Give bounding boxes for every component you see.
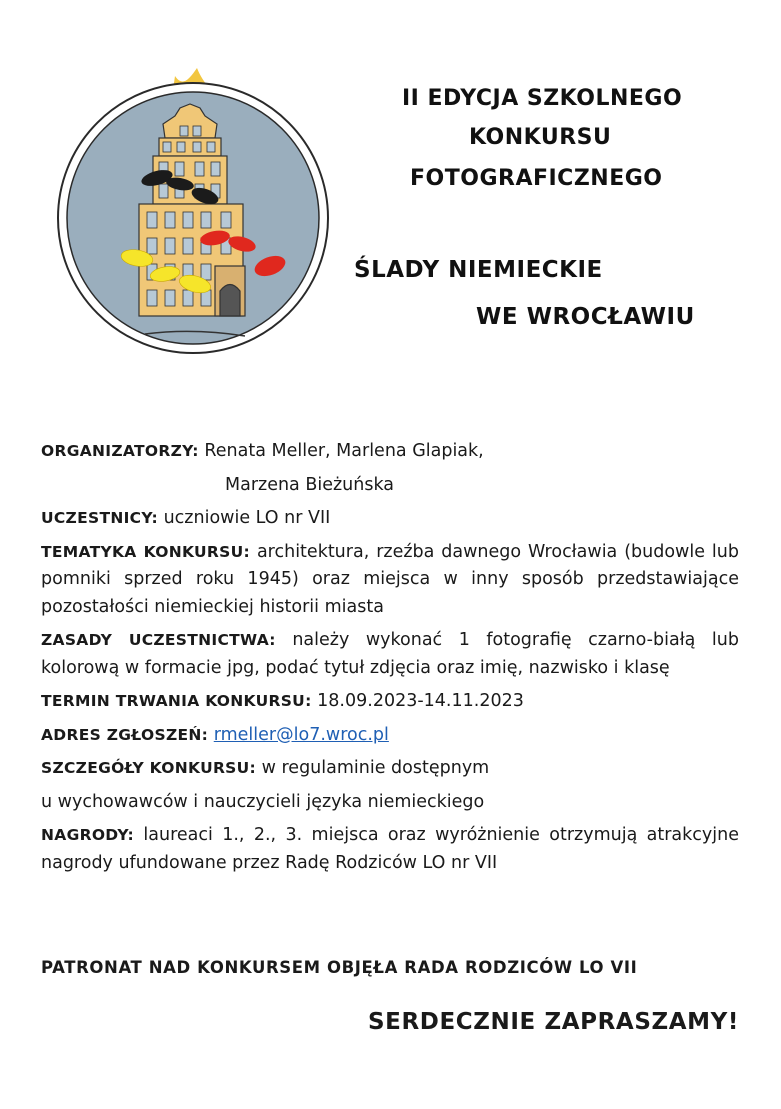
header-line-1: II EDYCJA SZKOLNEGO — [402, 86, 683, 111]
organizers-continued: Marzena Bieżuńska — [225, 474, 395, 495]
invitation: SERDECZNIE ZAPRASZAMY! — [368, 1009, 739, 1035]
contest-title-2: WE WROCŁAWIU — [476, 304, 695, 330]
organizers: ORGANIZATORZY: Renata Meller, Marlena Glapiak, — [41, 441, 484, 461]
contest-details — [41, 438, 739, 883]
details: SZCZEGÓŁY KONKURSU: w regulaminie dostępnym — [41, 758, 490, 778]
rules: ZASADY UCZESTNICTWA: należy wykonać 1 fotografię czarno-białą lub kolorową w formacie jpg, podać tytuł zdjęcia oraz imię, nazwisko i klasę — [41, 630, 739, 678]
building-with-footprints-icon — [55, 66, 333, 358]
duration: TERMIN TRWANIA KONKURSU: 18.09.2023-14.11.2023 — [41, 691, 524, 711]
header-line-3: FOTOGRAFICZNEGO — [410, 166, 663, 191]
prizes: NAGRODY: laureaci 1., 2., 3. miejsca oraz wyróżnienie otrzymują atrakcyjne nagrody ufundowane przez Radę Rodziców LO nr VII — [41, 825, 739, 873]
address: ADRES ZGŁOSZEŃ: rmeller@lo7.wroc.pl — [41, 724, 389, 745]
participants: UCZESTNICY: uczniowie LO nr VII — [41, 508, 331, 528]
contest-title-1: ŚLADY NIEMIECKIE — [354, 257, 603, 283]
details-continued: u wychowawców i nauczycieli języka niemieckiego — [41, 791, 485, 812]
theme: TEMATYKA KONKURSU: architektura, rzeźba dawnego Wrocławia (budowle lub pomniki sprzed roku 1945) oraz miejsca w inny sposób przedstawiające pozostałości niemieckiej historii miasta — [41, 541, 739, 617]
patronage-note: PATRONAT NAD KONKURSEM OBJĘŁA RADA RODZICÓW LO VII — [41, 958, 638, 977]
header-line-2: KONKURSU — [469, 125, 612, 150]
email-link[interactable]: rmeller@lo7.wroc.pl — [213, 724, 389, 745]
